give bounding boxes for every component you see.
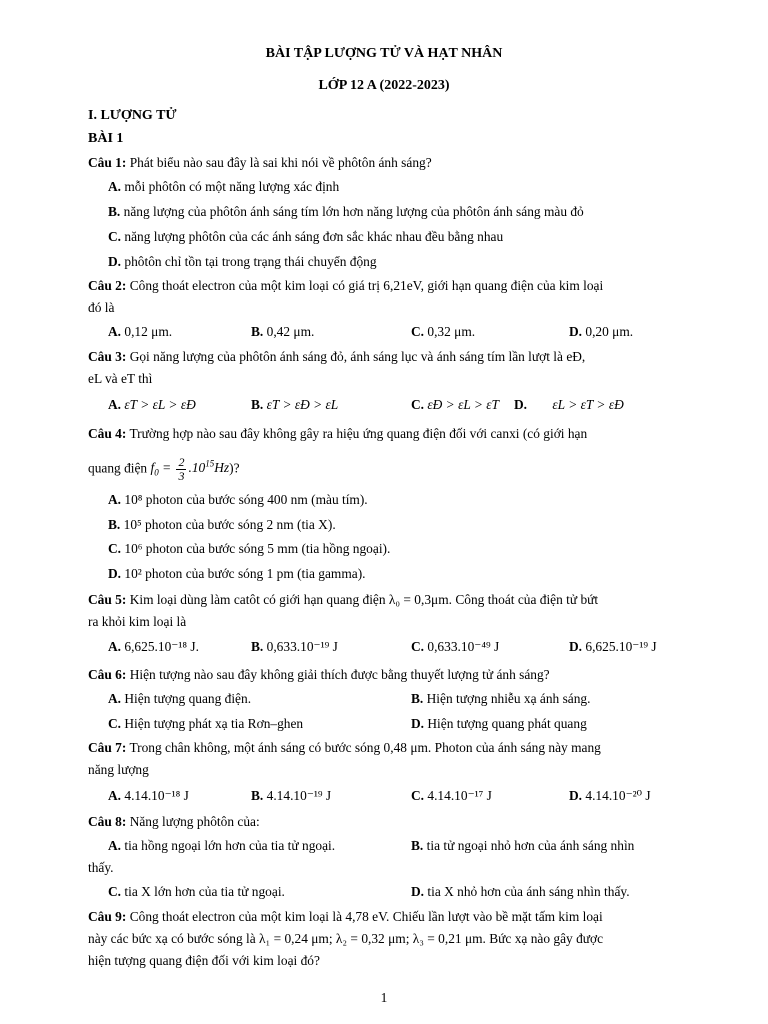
question-9 <box>88 907 688 927</box>
question-label: Câu 8: <box>88 814 127 829</box>
q6-option-c <box>108 714 303 734</box>
option-text: 6,625.10⁻¹⁹ J <box>585 639 657 654</box>
question-label: Câu 2: <box>88 278 127 293</box>
question-label: Câu 6: <box>88 667 127 682</box>
option-label: D. <box>569 788 583 803</box>
q3-option-d <box>514 395 624 415</box>
q2-option-b <box>251 322 314 342</box>
q3-option-c <box>411 395 499 415</box>
question-label: Câu 7: <box>88 740 127 755</box>
option-label: A. <box>108 324 122 339</box>
option-text: 0,633.10⁻¹⁹ J <box>266 639 338 654</box>
option-label: C. <box>411 397 425 412</box>
option-label: C. <box>411 788 425 803</box>
question-text: Gọi năng lượng của phôtôn ánh sáng đỏ, ánh sáng lục và ánh sáng tím lần lượt là eĐ, <box>129 349 586 364</box>
fraction: $\frac{2}{3}$ <box>178 454 185 483</box>
question-label: Câu 3: <box>88 349 127 364</box>
question-label: Câu 1: <box>88 155 127 170</box>
q6-option-d <box>411 714 587 734</box>
option-text: 6,625.10⁻¹⁸ J. <box>124 639 199 654</box>
question-7 <box>88 738 688 758</box>
option-text: 0,32 μm. <box>427 324 476 339</box>
q8-option-d <box>411 882 630 902</box>
question-text: Kim loại dùng làm catôt có giới hạn quang điện λ₀ = 0,3μm. Công thoát của điện tử bứt <box>129 592 599 607</box>
option-text: tia X nhỏ hơn của ánh sáng nhìn thấy. <box>427 884 630 899</box>
option-text: tia hồng ngoại lớn hơn của tia tử ngoại. <box>124 838 336 853</box>
option-text: Hiện tượng nhiễu xạ ánh sáng. <box>426 691 591 706</box>
option-label: A. <box>108 639 122 654</box>
option-text: Hiện tượng phát xạ tia Rơn–ghen <box>124 716 304 731</box>
q8-option-b <box>411 836 634 856</box>
option-label: A. <box>108 492 122 507</box>
question-6 <box>88 665 688 685</box>
option-label: C. <box>108 229 122 244</box>
q5-option-c <box>411 637 499 657</box>
option-label: D. <box>108 566 122 581</box>
option-label: A. <box>108 397 122 412</box>
lesson-heading: BÀI 1 <box>88 131 124 146</box>
question-text: quang điện <box>88 460 148 476</box>
option-label: C. <box>108 541 122 556</box>
option-text: Hiện tượng quang phát quang <box>427 716 587 731</box>
option-text: εĐ > εL > εT <box>427 397 500 412</box>
option-label: B. <box>251 788 264 803</box>
section-heading: I. LƯỢNG TỬ <box>88 108 177 123</box>
option-label: B. <box>251 324 264 339</box>
question-label: Câu 4: <box>88 426 127 441</box>
q1-option-b <box>108 202 708 222</box>
question-8 <box>88 812 688 832</box>
option-text: 4.14.10⁻¹⁸ J <box>124 788 189 803</box>
question-text: Năng lượng phôtôn của: <box>129 814 260 829</box>
question-label: Câu 9: <box>88 909 127 924</box>
option-text: tia tử ngoại nhỏ hơn của ánh sáng nhìn <box>426 838 635 853</box>
q5-option-a <box>108 637 199 657</box>
option-label: B. <box>411 691 424 706</box>
option-label: C. <box>411 639 425 654</box>
question-4 <box>88 424 688 444</box>
question-9-cont-2: hiện tượng quang điện đối với kim loại đó? <box>88 953 320 968</box>
option-text: 10² photon của bước sóng 1 pm (tia gamma). <box>124 566 366 581</box>
option-label: A. <box>108 788 122 803</box>
option-text: εT > εL > εĐ <box>124 397 196 412</box>
option-text: εL > εT > εĐ <box>552 397 624 412</box>
option-label: B. <box>108 517 121 532</box>
q8-option-b-cont: thấy. <box>88 860 114 875</box>
q5-option-b <box>251 637 338 657</box>
q4-option-a <box>108 490 708 510</box>
option-text: năng lượng của phôtôn ánh sáng tím lớn hơn năng lượng của phôtôn ánh sáng màu đỏ <box>123 204 584 219</box>
q7-option-c <box>411 786 492 806</box>
option-text: 0,12 μm. <box>124 324 173 339</box>
option-text: 10⁵ photon của bước sóng 2 nm (tia X). <box>123 517 336 532</box>
question-text: Phát biểu nào sau đây là sai khi nói về phôtôn ánh sáng? <box>129 155 432 170</box>
q8-option-a <box>108 836 335 856</box>
option-label: A. <box>108 179 122 194</box>
q2-option-c <box>411 322 475 342</box>
question-1 <box>88 153 688 173</box>
question-5 <box>88 590 688 610</box>
q4-option-b <box>108 515 708 535</box>
option-text: 10⁸ photon của bước sóng 400 nm (màu tím). <box>124 492 368 507</box>
q1-option-a <box>108 177 708 197</box>
question-5-cont: ra khỏi kim loại là <box>88 614 187 629</box>
q1-option-c <box>108 227 708 247</box>
q2-option-d <box>569 322 633 342</box>
q7-option-b <box>251 786 331 806</box>
option-text: 0,20 μm. <box>585 324 634 339</box>
option-label: B. <box>251 397 264 412</box>
document-title: BÀI TẬP LƯỢNG TỬ VÀ HẠT NHÂN <box>265 46 503 61</box>
option-label: B. <box>251 639 264 654</box>
option-text: phôtôn chỉ tồn tại trong trạng thái chuyển động <box>124 254 377 269</box>
q4-option-c <box>108 539 708 559</box>
option-label: A. <box>108 838 122 853</box>
question-2 <box>88 276 688 296</box>
option-label: D. <box>569 639 583 654</box>
question-label: Câu 5: <box>88 592 127 607</box>
question-text: Hiện tượng nào sau đây không giải thích được bằng thuyết lượng tử ánh sáng? <box>129 667 550 682</box>
question-7-cont: năng lượng <box>88 762 149 777</box>
option-text: 0,633.10⁻⁴⁹ J <box>427 639 500 654</box>
q1-option-d <box>108 252 708 272</box>
question-4-cont: quang điện $f_0$ = $\frac{2}{3}$ $.10^{15}Hz$)? <box>88 454 240 483</box>
option-text: Hiện tượng quang điện. <box>124 691 252 706</box>
q2-option-a <box>108 322 172 342</box>
option-text: 0,42 μm. <box>266 324 315 339</box>
option-label: B. <box>108 204 121 219</box>
question-text: Công thoát electron của một kim loại có giá trị 6,21eV, giới hạn quang điện của kim loại <box>129 278 604 293</box>
q4-option-d <box>108 564 708 584</box>
option-label: D. <box>108 254 122 269</box>
page-number: 1 <box>380 990 388 1005</box>
option-label: D. <box>411 716 425 731</box>
question-2-cont: đó là <box>88 300 115 315</box>
option-label: A. <box>108 691 122 706</box>
question-text: Trường hợp nào sau đây không gây ra hiệu ứng quang điện đối với canxi (có giới hạn <box>129 426 588 441</box>
q3-option-b <box>251 395 338 415</box>
question-3 <box>88 347 688 367</box>
q3-option-a <box>108 395 196 415</box>
option-text: năng lượng phôtôn của các ánh sáng đơn sắc khác nhau đều bằng nhau <box>124 229 504 244</box>
option-label: D. <box>411 884 425 899</box>
option-text: 4.14.10⁻¹⁹ J <box>266 788 332 803</box>
option-text: 10⁶ photon của bước sóng 5 mm (tia hồng ngoại). <box>124 541 391 556</box>
question-text: Công thoát electron của một kim loại là 4,78 eV. Chiếu lần lượt vào bề mặt tấm kim loại <box>129 909 603 924</box>
question-text: Trong chân không, một ánh sáng có bước sóng 0,48 μm. Photon của ánh sáng này mang <box>129 740 601 755</box>
option-label: B. <box>411 838 424 853</box>
option-label: C. <box>411 324 425 339</box>
q8-option-c <box>108 882 285 902</box>
q7-option-a <box>108 786 189 806</box>
option-label: D. <box>569 324 583 339</box>
option-text: tia X lớn hơn của tia tử ngoại. <box>124 884 285 899</box>
question-9-cont: này các bức xạ có bước sóng là λ₁ = 0,24 μm; λ₂ = 0,32 μm; λ₃ = 0,21 μm. Bức xạ nào gây được <box>88 931 604 946</box>
q6-option-b <box>411 689 590 709</box>
option-text: mỗi phôtôn có một năng lượng xác định <box>124 179 340 194</box>
option-text: εT > εĐ > εL <box>266 397 339 412</box>
question-3-cont: eL và eT thì <box>88 371 153 386</box>
option-text: 4.14.10⁻¹⁷ J <box>427 788 492 803</box>
option-text: 4.14.10⁻²⁰ J <box>585 788 651 803</box>
option-label: C. <box>108 884 122 899</box>
q6-option-a <box>108 689 251 709</box>
option-label: C. <box>108 716 122 731</box>
document-subtitle: LỚP 12 A (2022-2023) <box>318 78 450 93</box>
option-label: D. <box>514 397 528 412</box>
q7-option-d <box>569 786 651 806</box>
formula-f0: $f_0$ = $\frac{2}{3}$ $.10^{15}Hz$ <box>150 454 230 483</box>
q5-option-d <box>569 637 657 657</box>
